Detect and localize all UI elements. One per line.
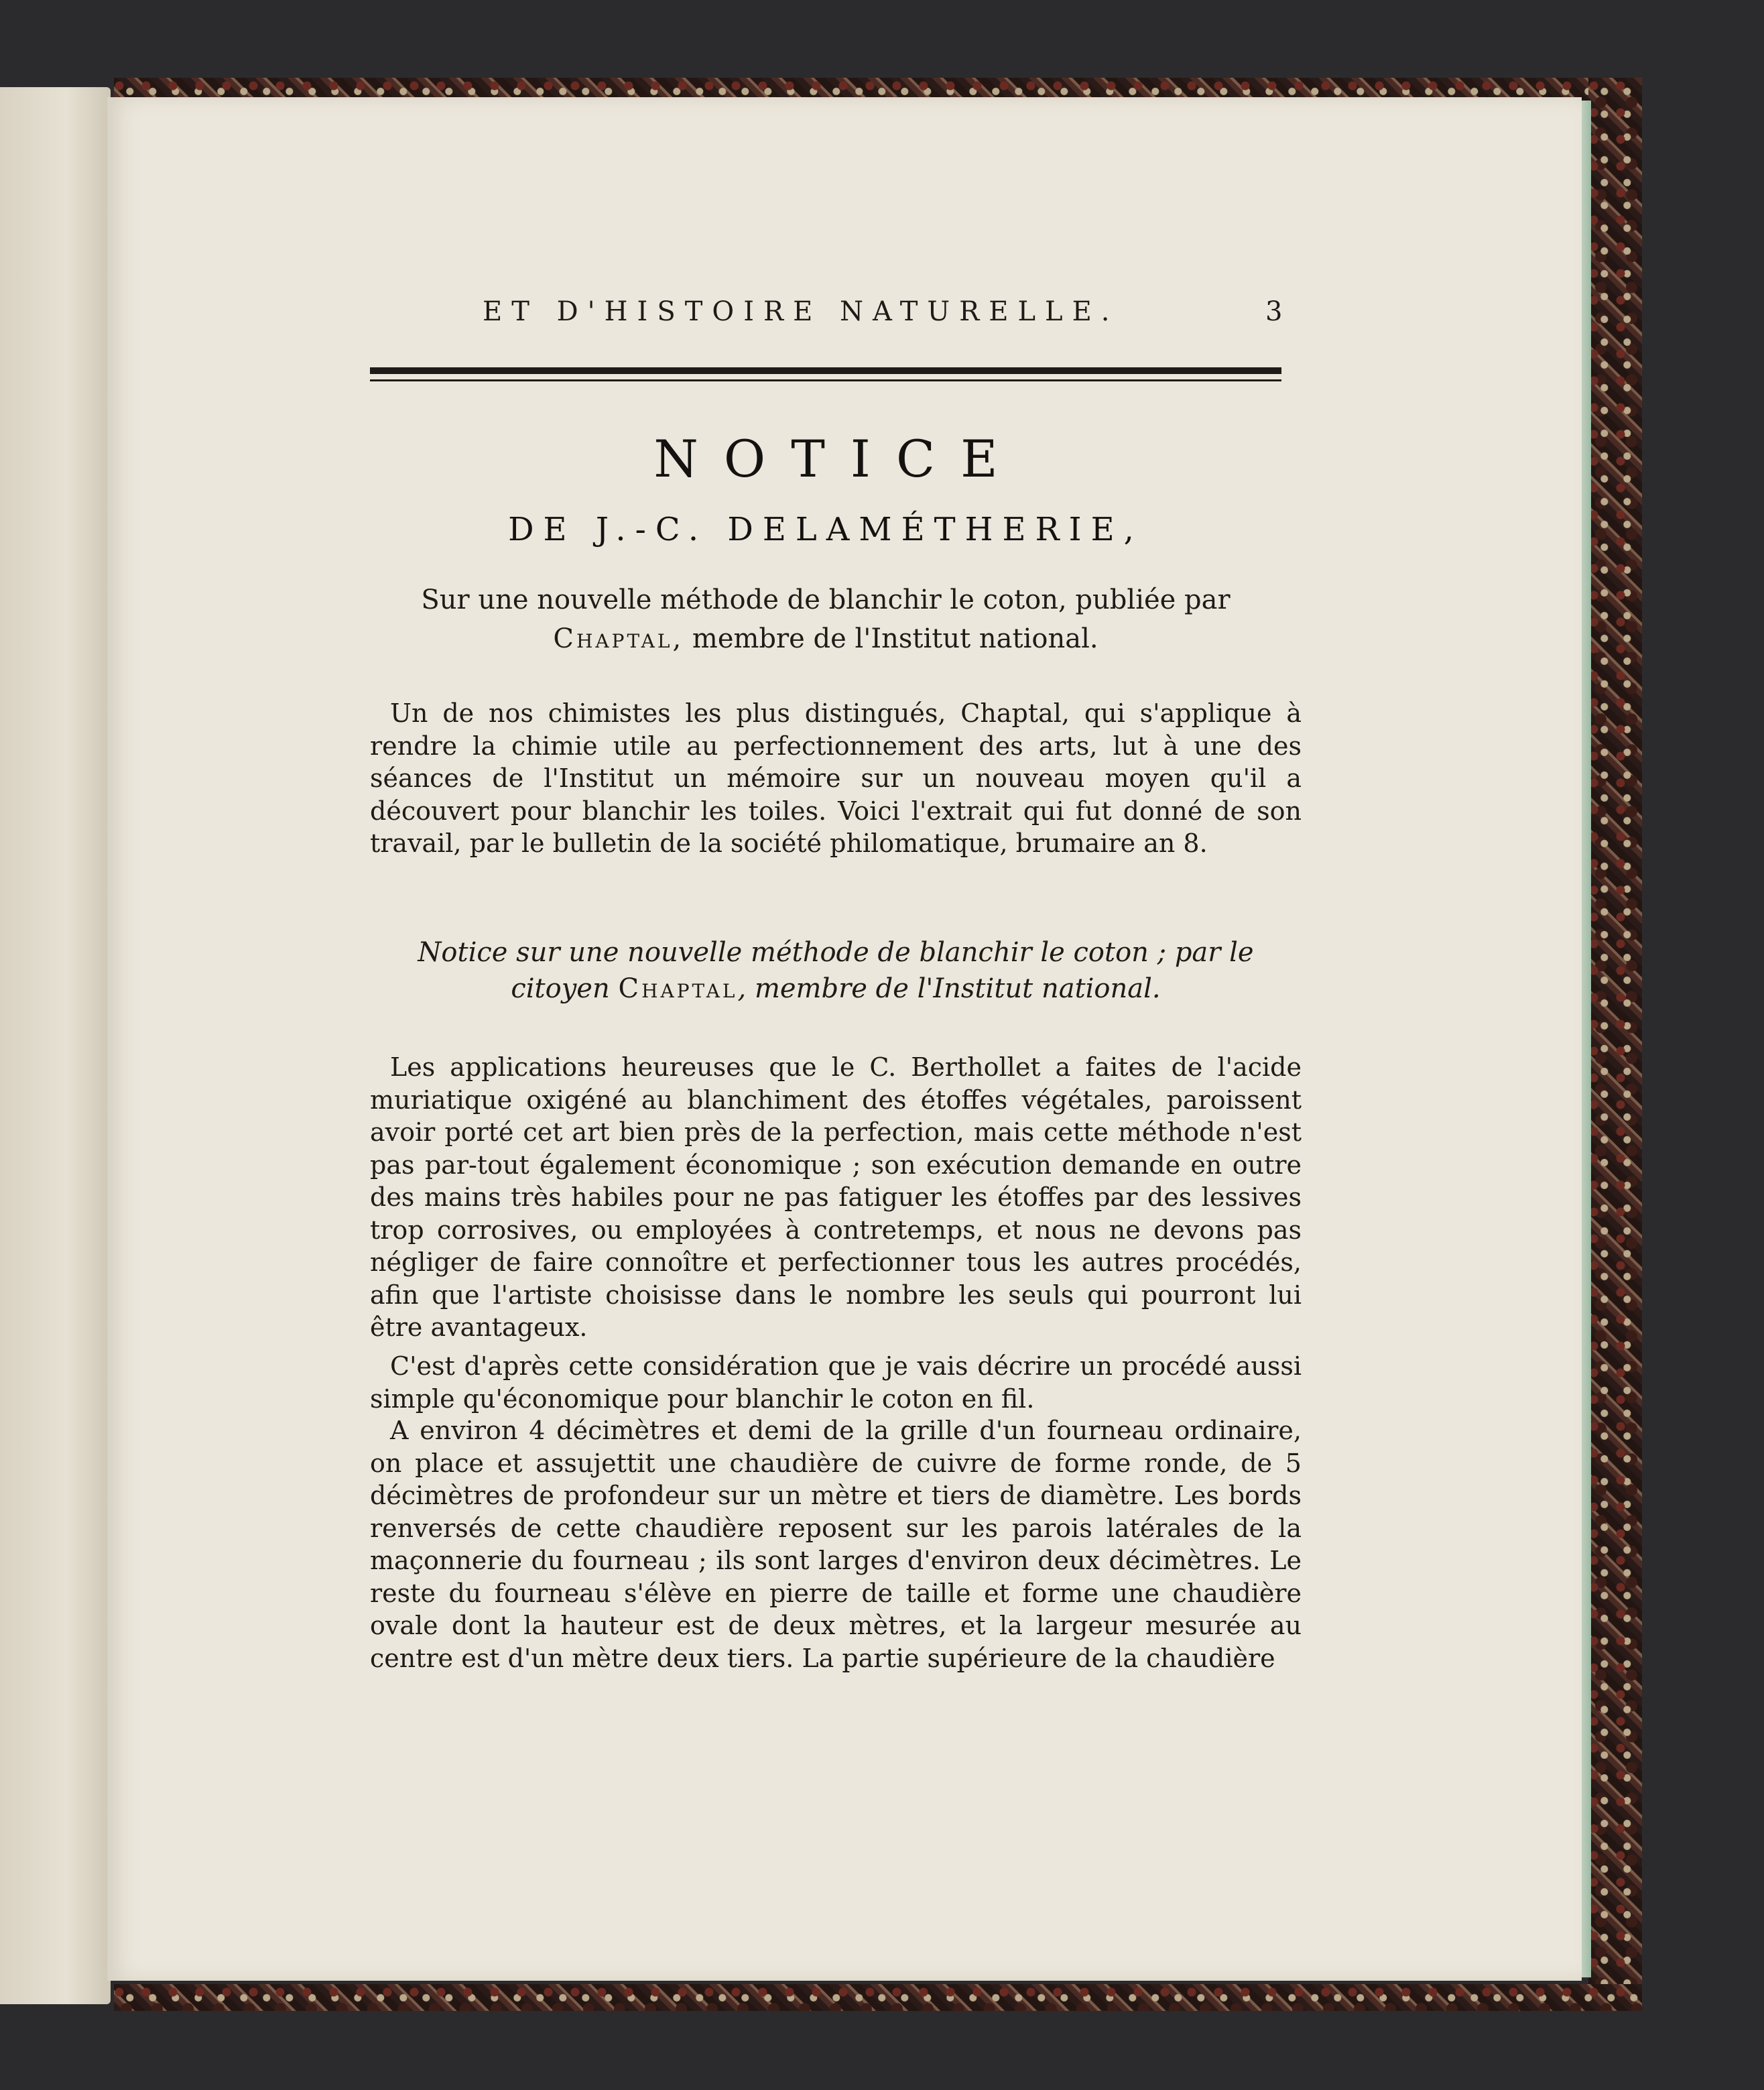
intro-line1: Sur une nouvelle méthode de blanchir le coton, publiée par	[421, 585, 1231, 615]
header-rule-thin	[370, 379, 1281, 381]
article-title: NOTICE	[653, 429, 1023, 489]
marbled-board-bottom	[114, 1984, 1642, 2011]
running-head: ET D'HISTOIRE NATURELLE.	[483, 296, 1119, 327]
notice-heading-part2: , membre de l'Institut national.	[737, 973, 1161, 1004]
paragraph-2: Les applications heureuses que le C. Berthollet a faites de l'acide muriatique oxigéné au blanchiment des étoffes végétales, paroissent avoir porté cet art bien près de la perfection, mais cette méthode n'est pas par-tout également économique ; son exécution demande en outre des mains très habiles pour ne pas fatiguer les étoffes par des lessives trop corrosives, ou employées à contretemps, et nous ne devons pas négliger de faire connoître et perfectionner tous les autres procédés, afin que l'artiste choisisse dans le nombre les seuls qui pourront lui être avantageux.	[370, 1052, 1302, 1342]
notice-heading	[370, 934, 1302, 1007]
notice-heading-part1: Notice sur une nouvelle méthode de blanchir le coton ; par le citoyen	[418, 937, 1254, 1004]
paragraph-4: A environ 4 décimètres et demi de la grille d'un fourneau ordinaire, on place et assujettit une chaudière de cuivre de forme ronde, de 5 décimètres de profondeur sur un mètre et tiers de diamètre. Les bords renversés de cette chaudière reposent sur les parois latérales de la maçonnerie du fourneau ; ils sont larges d'environ deux décimètres. Le reste du fourneau s'élève en pierre de taille et forme une chaudière ovale dont la hauteur est de deux mètres, et la largeur mesurée au centre est d'un mètre deux tiers. La partie supérieure de la chaudière	[370, 1416, 1302, 1673]
article-author: DE J.-C. DELAMÉTHERIE,	[508, 511, 1143, 548]
intro-author-name: Chaptal,	[553, 623, 684, 654]
intro-line2: membre de l'Institut national.	[692, 623, 1098, 654]
paragraph-1: Un de nos chimistes les plus distingués, Chaptal, qui s'applique à rendre la chimie utile au perfectionnement des arts, lut à une des séances de l'Institut un mémoire sur un nouveau moyen qu'il a découvert pour blanchir les toiles. Voici l'extrait qui fut donné de son travail, par le bulletin de la société philomatique, brumaire an 8.	[370, 698, 1302, 858]
notice-heading-name: Chaptal	[618, 973, 738, 1004]
page-number: 3	[1265, 296, 1283, 327]
paragraph-3: C'est d'après cette considération que je vais décrire un procédé aussi simple qu'économique pour blanchir le coton en fil.	[370, 1351, 1302, 1414]
article-intro	[370, 580, 1281, 658]
header-rule-thick	[370, 367, 1281, 374]
marbled-board-right	[1588, 78, 1642, 2008]
facing-page-edge	[0, 87, 111, 2004]
